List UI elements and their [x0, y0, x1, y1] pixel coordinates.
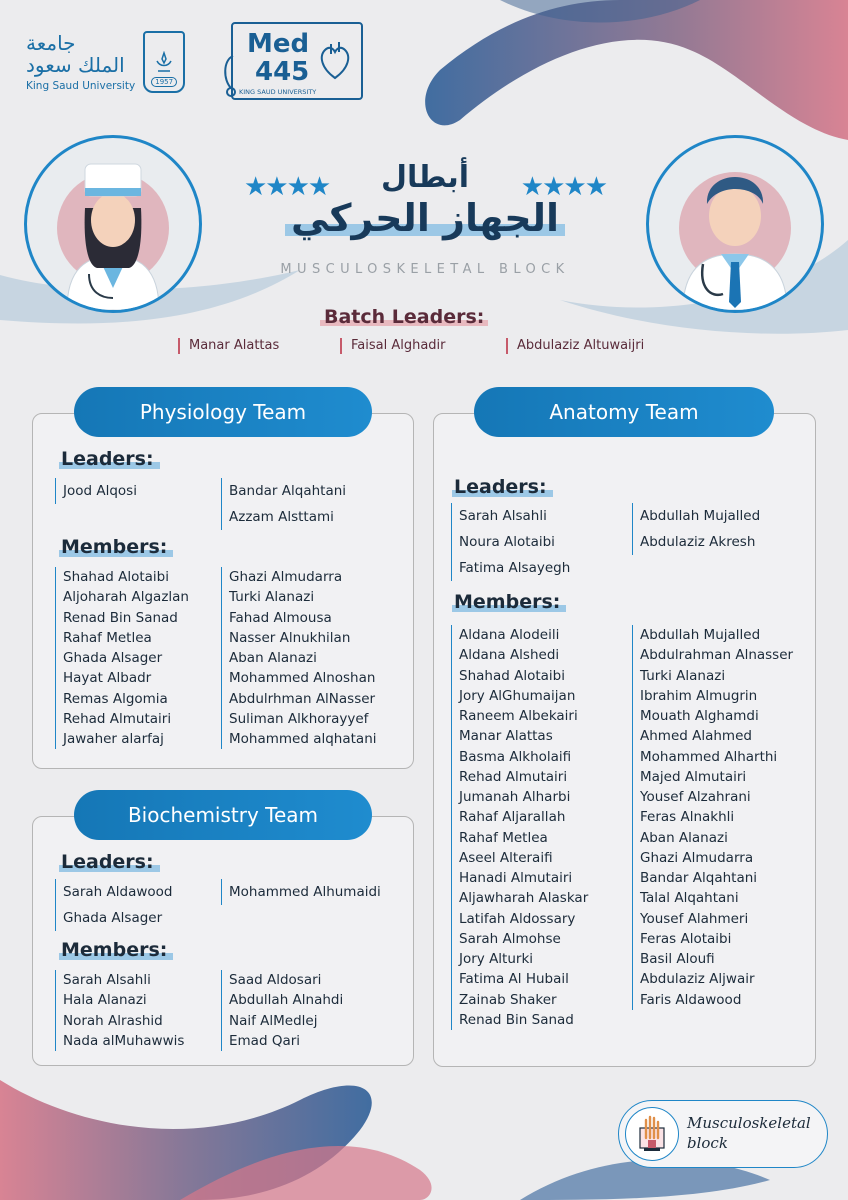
list-item: Saad Aldosari	[229, 972, 322, 988]
main-title	[240, 160, 610, 240]
biochemistry-members-right	[221, 970, 343, 1051]
biochemistry-leaders-right	[221, 879, 381, 905]
anatomy-members-right	[632, 625, 793, 1010]
list-item: Sarah Almohse	[459, 930, 561, 947]
list-item: Shahad Alotaibi	[459, 667, 565, 684]
med-label: Med	[247, 29, 310, 59]
list-item: Hayat Albadr	[63, 670, 152, 687]
list-item: Yousef Alahmeri	[640, 910, 749, 927]
biochemistry-leaders-heading: Leaders:	[61, 851, 154, 873]
list-item: Aldana Alshedi	[459, 647, 560, 664]
biochemistry-team-title: Biochemistry Team	[74, 790, 372, 840]
list-item: Mohammed Alnoshan	[229, 670, 376, 687]
list-item: Remas Algomia	[63, 690, 168, 707]
biochemistry-members-heading: Members:	[61, 939, 168, 961]
list-item: Naif AlMedlej	[229, 1012, 318, 1029]
physiology-members-heading: Members:	[61, 536, 168, 558]
list-item: Ghada Alsager	[63, 910, 163, 926]
list-item: Abdulrahman Alnasser	[640, 647, 794, 664]
anatomy-team-title: Anatomy Team	[474, 387, 774, 437]
biochemistry-team-panel	[32, 816, 414, 1066]
list-item: Aseel Alteraifi	[459, 849, 553, 866]
list-item: Ghazi Almudarra	[229, 569, 343, 585]
list-item: Jumanah Alharbi	[459, 789, 571, 805]
ksu-arabic-line2: الملك سعود	[26, 53, 125, 77]
block-badge	[618, 1100, 828, 1168]
list-item: Abdulaziz Akresh	[640, 534, 756, 550]
anatomy-members-heading: Members:	[454, 591, 561, 613]
batch-leader-3: Abdulaziz Altuwaijri	[506, 338, 644, 354]
ksu-arabic-line1: جامعة	[26, 31, 76, 55]
list-item: Aban Alanazi	[640, 829, 728, 846]
list-item: Azzam Alsttami	[229, 509, 334, 525]
list-item: Zainab Shaker	[459, 991, 557, 1008]
list-item: Ghazi Almudarra	[640, 849, 754, 866]
title-arabic-line2: الجهاز الحركي	[290, 196, 559, 240]
ksu-seal-icon	[143, 31, 185, 93]
list-item: Hanadi Almutairi	[459, 870, 573, 886]
batch-leaders-heading: Batch Leaders:	[324, 306, 485, 328]
list-item: Jory AlGhumaijan	[459, 687, 576, 704]
list-item: Yousef Alzahrani	[640, 789, 751, 805]
physiology-leaders-left	[55, 478, 137, 504]
physiology-members-left	[55, 567, 189, 749]
list-item: Fatima Alsayegh	[459, 560, 571, 576]
list-item: Turki Alanazi	[229, 589, 315, 606]
list-item: Abdulaziz Aljwair	[640, 971, 755, 988]
list-item: Noura Alotaibi	[459, 534, 555, 550]
anatomy-leaders-left	[451, 503, 570, 581]
list-item: Hala Alanazi	[63, 992, 147, 1009]
list-item: Suliman Alkhorayyef	[229, 710, 369, 727]
med-batch-number: 445	[255, 57, 310, 87]
list-item: Basma Alkholaifi	[459, 748, 572, 765]
ksu-logo	[26, 28, 216, 96]
physiology-leaders-heading: Leaders:	[61, 448, 154, 470]
batch-leader-2: Faisal Alghadir	[340, 338, 446, 354]
list-item: Turki Alanazi	[640, 667, 726, 684]
list-item: Rahaf Aljarallah	[459, 809, 566, 826]
biochemistry-leaders-left	[55, 879, 172, 931]
list-item: Aljawharah Alaskar	[459, 890, 589, 907]
list-item: Renad Bin Sanad	[459, 1011, 574, 1028]
med445-logo	[231, 22, 363, 100]
list-item: Rahaf Metlea	[459, 829, 548, 846]
anatomy-team-panel	[433, 413, 816, 1067]
doctor-avatar-icon	[646, 135, 824, 313]
list-item: Nada alMuhawwis	[63, 1032, 185, 1049]
list-item: Ahmed Alahmed	[640, 728, 752, 745]
list-item: Abdullah Mujalled	[640, 627, 761, 643]
anatomy-leaders-right	[632, 503, 760, 555]
list-item: Abdulrhman AlNasser	[229, 690, 376, 707]
list-item: Fatima Al Hubail	[459, 971, 569, 988]
list-item: Mouath Alghamdi	[640, 708, 759, 724]
list-item: Shahad Alotaibi	[63, 569, 169, 585]
list-item: Renad Bin Sanad	[63, 609, 178, 626]
stethoscope-icon	[221, 54, 237, 98]
list-item: Mohammed Alhumaidi	[229, 884, 381, 900]
list-item: Jood Alqosi	[63, 483, 137, 499]
list-item: Ghada Alsager	[63, 650, 163, 666]
biochemistry-members-left	[55, 970, 184, 1051]
list-item: Aban Alanazi	[229, 650, 317, 666]
list-item: Nasser Alnukhilan	[229, 629, 351, 646]
title-english: MUSCULOSKELETAL BLOCK	[280, 262, 570, 277]
list-item: Latifah Aldossary	[459, 910, 576, 927]
list-item: Mohammed Alharthi	[640, 748, 778, 765]
skeletal-hand-icon	[625, 1107, 679, 1161]
physiology-leaders-right	[221, 478, 346, 530]
title-arabic-line1: أبطال	[380, 160, 470, 195]
stars-left: ★★★★	[244, 172, 330, 202]
badge-line-1: Musculoskeletal	[687, 1114, 811, 1132]
stars-right: ★★★★	[520, 172, 606, 202]
physiology-team-title: Physiology Team	[74, 387, 372, 437]
list-item: Sarah Alsahli	[63, 972, 151, 988]
list-item: Abdullah Alnahdi	[229, 992, 344, 1009]
list-item: Rehad Almutairi	[459, 768, 568, 785]
list-item: Sarah Aldawood	[63, 884, 173, 900]
list-item: Bandar Alqahtani	[229, 483, 347, 499]
ksu-english-name: King Saud University	[26, 80, 136, 92]
list-item: Jory Alturki	[459, 951, 534, 967]
list-item: Abdullah Mujalled	[640, 508, 761, 524]
list-item: Rehad Almutairi	[63, 710, 172, 727]
badge-line-2: block	[687, 1134, 728, 1152]
heart-stethoscope-icon	[317, 38, 353, 82]
anatomy-members-left	[451, 625, 588, 1030]
list-item: Talal Alqahtani	[640, 890, 739, 907]
list-item: Feras Alnakhli	[640, 809, 735, 826]
list-item: Norah Alrashid	[63, 1012, 163, 1029]
list-item: Bandar Alqahtani	[640, 870, 758, 886]
list-item: Manar Alattas	[459, 728, 553, 745]
list-item: Aljoharah Algazlan	[63, 589, 189, 606]
ksu-year: 1957	[151, 77, 177, 87]
physiology-members-right	[221, 567, 377, 749]
list-item: Majed Almutairi	[640, 768, 747, 785]
list-item: Raneem Albekairi	[459, 708, 578, 724]
nurse-avatar-icon	[24, 135, 202, 313]
batch-leader-1: Manar Alattas	[178, 338, 279, 354]
list-item: Feras Alotaibi	[640, 930, 732, 947]
list-item: Faris Aldawood	[640, 991, 742, 1008]
list-item: Rahaf Metlea	[63, 629, 152, 646]
list-item: Basil Aloufi	[640, 951, 715, 967]
list-item: Fahad Almousa	[229, 609, 332, 626]
list-item: Mohammed alqhatani	[229, 731, 377, 747]
anatomy-leaders-heading: Leaders:	[454, 476, 547, 498]
list-item: Emad Qari	[229, 1032, 301, 1049]
list-item: Aldana Alodeili	[459, 627, 560, 643]
med-subtitle: KING SAUD UNIVERSITY	[239, 88, 317, 96]
list-item: Ibrahim Almugrin	[640, 687, 758, 704]
physiology-team-panel	[32, 413, 414, 769]
list-item: Sarah Alsahli	[459, 508, 547, 524]
list-item: Jawaher alarfaj	[63, 731, 164, 747]
